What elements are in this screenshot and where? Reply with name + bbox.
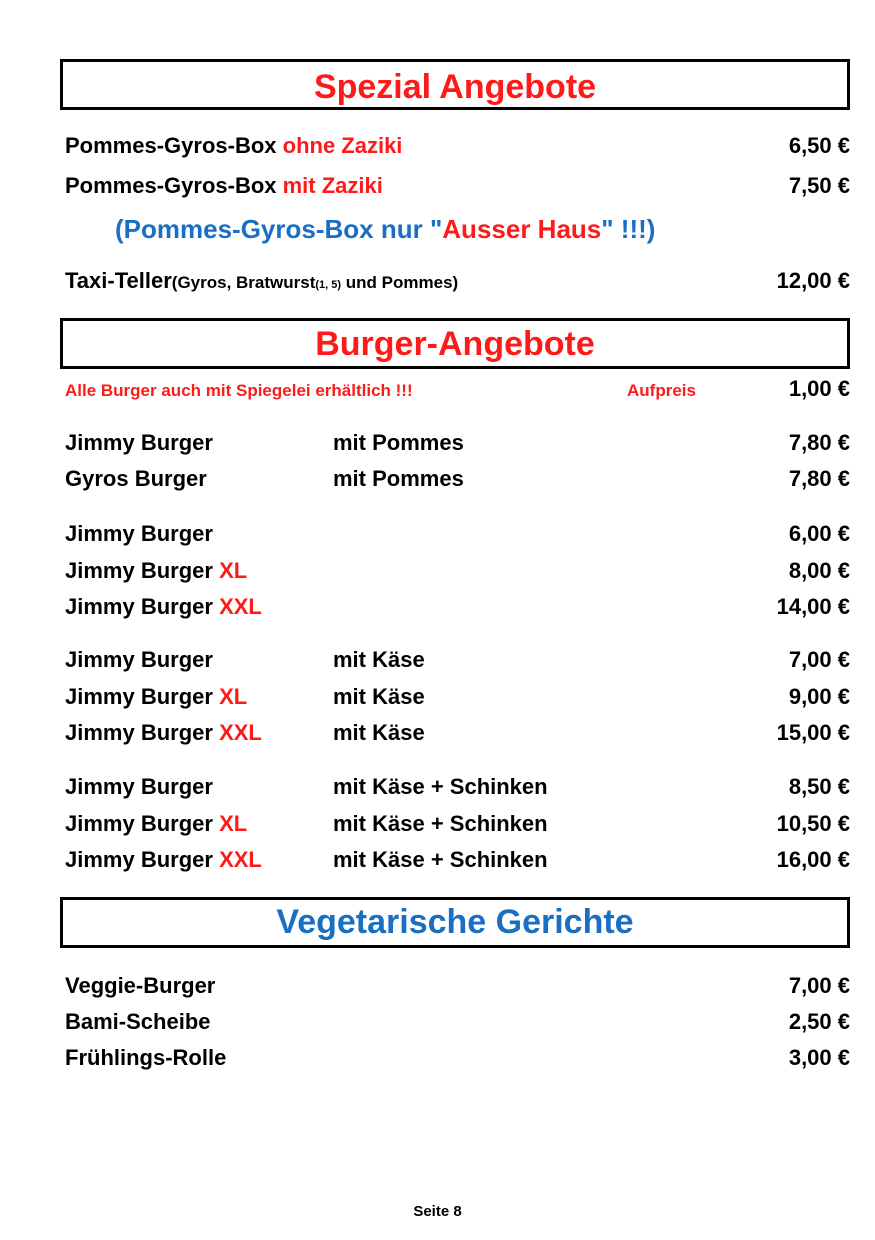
menu-item-veggie-burger (65, 971, 850, 1001)
menu-item-gyros-box-ohne (65, 131, 850, 161)
item-name: Bami-Scheibe (65, 1009, 211, 1034)
item-name: Jimmy Burger XXL (65, 720, 262, 745)
menu-item-bami-scheibe (65, 1007, 850, 1037)
spiegelei-notice-row (65, 374, 850, 404)
item-price: 3,00 € (788, 1045, 850, 1070)
item-price: 7,00 € (788, 647, 850, 672)
burger-menu-item (65, 772, 850, 802)
item-name: Jimmy Burger XL (65, 811, 248, 836)
item-price: 7,80 € (788, 430, 850, 455)
section-header-spezial (60, 59, 850, 110)
surcharge-price: 1,00 € (788, 376, 850, 401)
item-desc: mit Pommes (333, 430, 464, 455)
item-name: Pommes-Gyros-Box ohne Zaziki (65, 133, 403, 158)
item-name: Gyros Burger (65, 466, 207, 491)
item-price: 12,00 € (776, 268, 850, 293)
item-desc: (Gyros, Bratwurst(1, 5) und Pommes) (171, 273, 459, 292)
burger-menu-item (65, 556, 850, 586)
item-price: 7,00 € (788, 973, 850, 998)
burger-size: XL (219, 684, 248, 709)
item-price: 7,80 € (788, 466, 850, 491)
item-price: 14,00 € (776, 594, 850, 619)
item-price: 6,00 € (788, 521, 850, 546)
surcharge-label: Aufpreis (627, 381, 696, 400)
item-price: 10,50 € (776, 811, 850, 836)
spiegelei-notice: Alle Burger auch mit Spiegelei erhältlich !!! (65, 381, 413, 400)
menu-item-taxi-teller (65, 266, 850, 296)
item-price: 9,00 € (788, 684, 850, 709)
item-desc: mit Käse + Schinken (333, 774, 548, 799)
burger-menu-item (65, 809, 850, 839)
burger-size: XL (219, 811, 248, 836)
item-name: Jimmy Burger (65, 647, 213, 672)
item-variant: mit Zaziki (282, 173, 383, 198)
burger-menu-item (65, 718, 850, 748)
item-name: Jimmy Burger XXL (65, 847, 262, 872)
burger-menu-item (65, 592, 850, 622)
item-desc: mit Käse + Schinken (333, 847, 548, 872)
section-title-burger: Burger-Angebote (315, 325, 595, 363)
item-name: Jimmy Burger XL (65, 558, 248, 583)
burger-menu-item (65, 682, 850, 712)
burger-menu-item (65, 645, 850, 675)
ausser-haus-highlight: Ausser Haus (442, 214, 602, 244)
item-desc: mit Pommes (333, 466, 464, 491)
item-desc: mit Käse (333, 684, 425, 709)
item-desc: mit Käse (333, 647, 425, 672)
item-name: Jimmy Burger XL (65, 684, 248, 709)
burger-size: XXL (219, 720, 262, 745)
burger-menu-item (65, 519, 850, 549)
item-price: 2,50 € (788, 1009, 850, 1034)
burger-menu-item (65, 845, 850, 875)
item-name: Jimmy Burger (65, 774, 213, 799)
menu-item-fruehlings-rolle (65, 1043, 850, 1073)
item-price: 16,00 € (776, 847, 850, 872)
menu-item-gyros-box-mit (65, 171, 850, 201)
section-header-veggie (60, 897, 850, 948)
burger-size: XXL (219, 594, 262, 619)
item-price: 8,50 € (788, 774, 850, 799)
burger-menu-item (65, 428, 850, 458)
item-name: Jimmy Burger (65, 430, 213, 455)
section-header-burger (60, 318, 850, 369)
item-desc: mit Käse (333, 720, 425, 745)
item-price: 6,50 € (788, 133, 850, 158)
burger-size: XXL (219, 847, 262, 872)
item-name: Frühlings-Rolle (65, 1045, 227, 1070)
item-price: 8,00 € (788, 558, 850, 583)
item-desc: mit Käse + Schinken (333, 811, 548, 836)
burger-menu-item (65, 464, 850, 494)
section-title-spezial: Spezial Angebote (313, 68, 597, 106)
burger-size: XL (219, 558, 248, 583)
item-variant: ohne Zaziki (282, 133, 403, 158)
item-name: Veggie-Burger (65, 973, 216, 998)
item-name: Taxi-Teller(Gyros, Bratwurst(1, 5) und Pommes) (65, 268, 459, 293)
item-name: Jimmy Burger (65, 521, 213, 546)
item-price: 15,00 € (776, 720, 850, 745)
item-name: Jimmy Burger XXL (65, 594, 262, 619)
item-name: Pommes-Gyros-Box mit Zaziki (65, 173, 383, 198)
section-title-veggie: Vegetarische Gerichte (276, 903, 634, 941)
allergen-note: (1, 5) (315, 279, 342, 291)
page-number: Seite 8 (413, 1203, 462, 1220)
item-price: 7,50 € (788, 173, 850, 198)
ausser-haus-note: (Pommes-Gyros-Box nur "Ausser Haus" !!!) (115, 214, 656, 244)
